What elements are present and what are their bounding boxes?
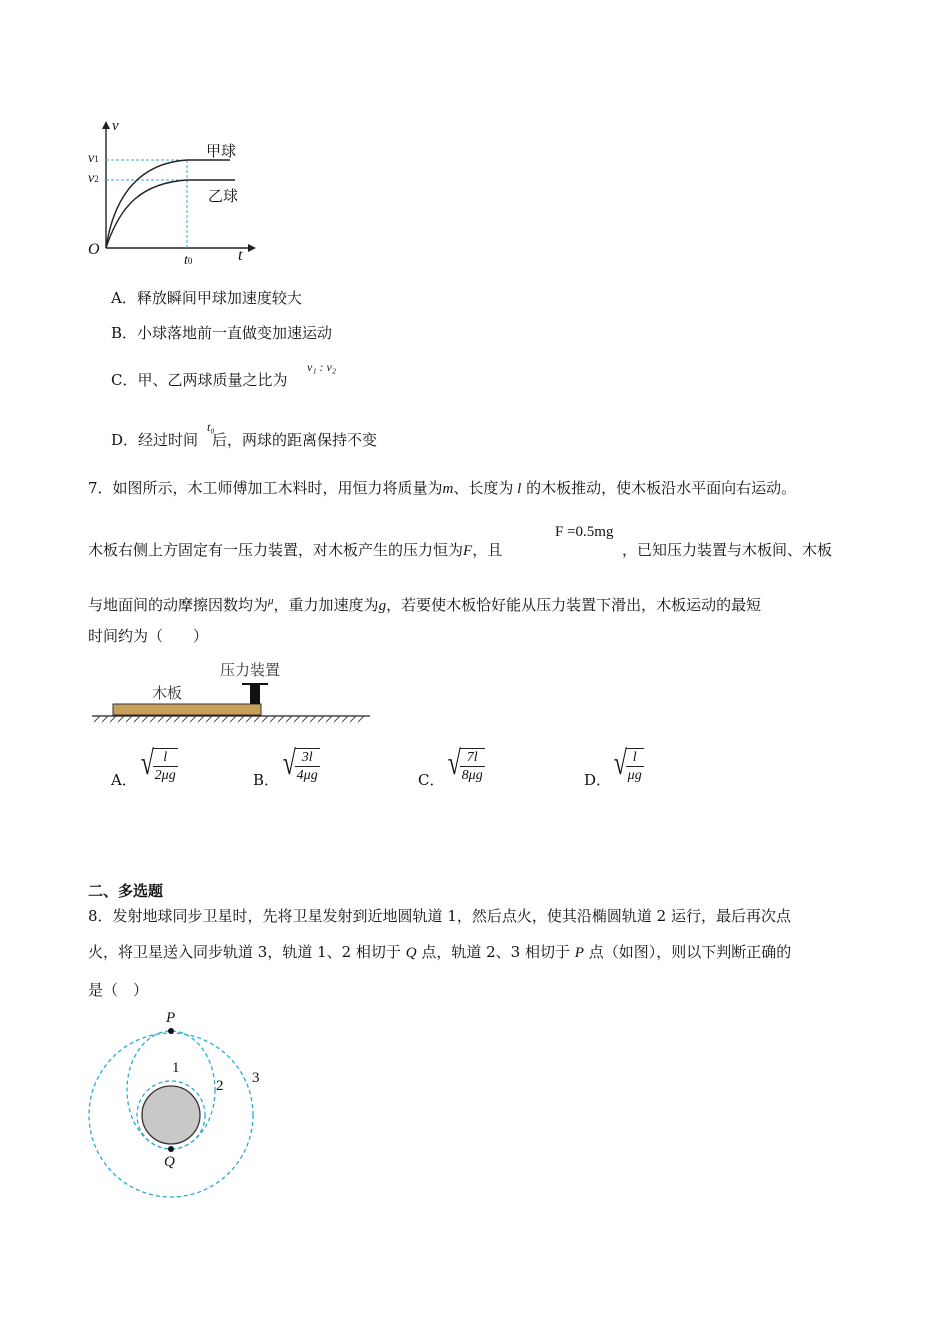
q7-option-a-label: A．	[111, 771, 137, 789]
point-q	[168, 1146, 174, 1152]
board-label: 木板	[152, 684, 183, 702]
ground-hatching	[94, 716, 364, 722]
vt-graph	[80, 115, 270, 275]
t-axis-label: t	[238, 247, 243, 264]
q7-option-b-label: B．	[253, 771, 280, 789]
point-p	[168, 1028, 174, 1034]
q7-line3: 与地面间的动摩擦因数均为$^\mu$，重力加速度为g，若要使木板恰好能从压力装置下滑出，木板运动的最短	[88, 595, 762, 614]
board-shape	[113, 704, 261, 715]
fig-label-q: Q	[164, 1154, 175, 1170]
q7-option-c-label: C．	[418, 771, 445, 789]
q6-option-a: A．释放瞬间甲球加速度较大	[111, 289, 302, 307]
q7-line2c: ，已知压力装置与木板间、木板	[622, 541, 833, 559]
q6-option-b: B．小球落地前一直做变加速运动	[111, 324, 333, 342]
q7-option-d-label: D．	[584, 771, 612, 789]
q8-line1: 8．发射地球同步卫星时，先将卫星发射到近地圆轨道 1，然后点火，使其沿椭圆轨道 2 运行，最后再次点	[88, 907, 791, 925]
q7-line2a: 木板右侧上方固定有一压力装置，对木板产生的压力恒为F，且	[88, 541, 503, 559]
v1-label: v1	[88, 151, 99, 166]
section-heading: 二、多选题	[88, 882, 164, 900]
q8-line3: 是（ ）	[88, 981, 149, 999]
label-yi: 乙球	[208, 187, 239, 205]
fig-label-3: 3	[252, 1070, 260, 1086]
fig-label-p: P	[166, 1010, 176, 1026]
q6-option-d-math: t₀	[207, 420, 215, 434]
q7-option-b-value: √ $\frac{3l}{4\mu g}$	[282, 745, 318, 783]
q7-option-a-value: √ $\frac{l}{2\mu g}$	[140, 745, 176, 783]
fig-label-1: 1	[172, 1060, 180, 1076]
q8-line2: 火，将卫星送入同步轨道 3，轨道 1、2 相切于 Q 点，轨道 2、3 相切于 P 点（如图），则以下判断正确的	[88, 943, 792, 961]
q7-line4: 时间约为（ ）	[88, 627, 209, 645]
q7-figure	[88, 656, 378, 728]
q7-option-c-value: √ $\frac{7l}{8\mu g}$	[447, 745, 483, 783]
q6-option-c: C．甲、乙两球质量之比为	[111, 371, 288, 389]
orbit-figure-svg	[84, 1006, 274, 1202]
fig-label-2: 2	[216, 1078, 224, 1094]
q7-line1: 7．如图所示，木工师傅加工木料时，用恒力将质量为m、长度为 l 的木板推动，使木板沿水平面向右运动。	[88, 479, 797, 497]
q6-option-d: D．经过时间 后，两球的距离保持不变	[111, 431, 378, 449]
orbit-figure	[84, 1006, 274, 1202]
q6-option-c-math: v₁ : v₂	[307, 360, 336, 374]
origin-label: O	[88, 241, 100, 258]
t-axis-arrow	[248, 244, 256, 252]
device-label: 压力装置	[220, 661, 281, 679]
t0-label: t0	[184, 253, 193, 268]
q7-option-d-value: √ $\frac{l}{\mu g}$	[613, 745, 642, 783]
v-axis-arrow	[102, 121, 110, 129]
q7-formula: F =0.5mg	[555, 524, 614, 540]
label-jia: 甲球	[206, 142, 237, 160]
earth	[142, 1086, 200, 1144]
device-body	[250, 685, 260, 704]
v2-label: v2	[88, 171, 99, 186]
v-axis-label: v	[112, 118, 119, 134]
